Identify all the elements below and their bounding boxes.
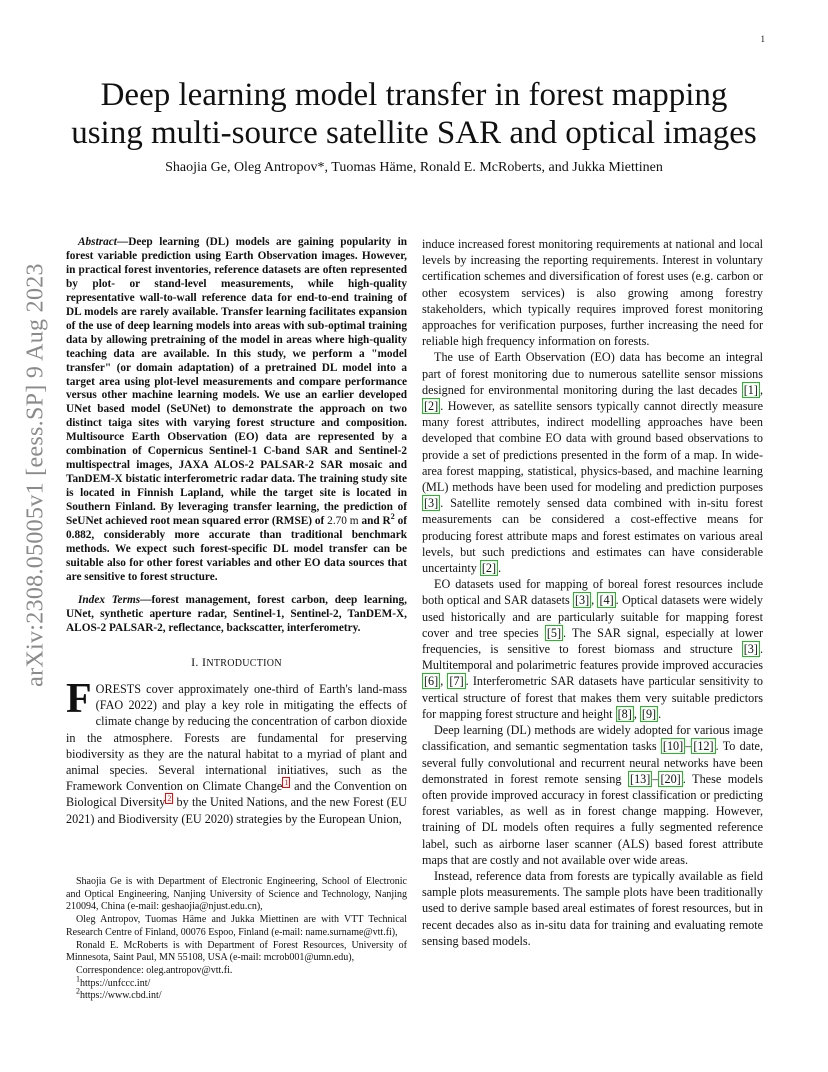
intro-text-3: by the United Nations, and the new Forest (EU 2021) and Biodiversity (EU 2020) strategies by the European Union, <box>66 795 407 826</box>
footnote-ref-2[interactable]: 2 <box>167 794 172 804</box>
citation[interactable]: [7] <box>449 674 464 689</box>
left-column <box>66 236 407 827</box>
abstract-text-2: and R <box>358 515 391 528</box>
footnote-url-2 <box>66 987 407 1003</box>
section-heading-introduction <box>66 654 407 672</box>
text: , <box>759 382 763 397</box>
footnote-number-2: 2 <box>76 987 80 996</box>
citation[interactable]: [12] <box>693 739 714 754</box>
intro-text-2: and the Convention on Biological Diversity <box>66 779 408 810</box>
author-list: Shaojia Ge, Oleg Antropov*, Tuomas Häme, Ronald E. McRoberts, and Jukka Miettinen <box>165 160 663 175</box>
abstract-text-3: of 0.882, considerably more accurate than traditional benchmark methods. We expect such forest-specific DL model transfer can be suitable also for other forest variables and other EO data sources that are sensitive to forest structure. <box>66 515 407 583</box>
text: . <box>498 561 502 576</box>
text: . However, as satellite sensors typically cannot directly measure many forest attributes, indirect modelling approaches have been developed that combine EO data with ground based observations to provide a set of predictions presented in the form of a map. In wide-area forest mapping, statistical, physics-based, and machine learning (ML) methods have been used for modeling and prediction purposes <box>422 399 763 495</box>
index-terms-label: Index Terms <box>78 593 141 606</box>
abstract <box>66 236 407 585</box>
abstract-label: Abstract <box>78 236 117 248</box>
text: EO datasets used for mapping of boreal forest resources include both optical and SAR datasets <box>422 577 763 608</box>
right-paragraph-eo <box>422 349 763 576</box>
right-paragraph-1: induce increased forest monitoring requirements at national and local levels by increasing the reporting requirements. Interest in voluntary certification schemes and diversification of forest uses (e.g. carbon or other ecosystem services) is also growing among forestry stakeholders, which typically requires improved forest monitoring approaches for verification purposes, further increasing the need for reliable high frequency information on forests. <box>422 237 763 349</box>
text: . The SAR signal, especially at lower frequencies, is sensitive to forest biomass and structure <box>422 625 763 657</box>
text: , <box>633 706 640 721</box>
text: . These models often provide improved accuracy in forest classification or predicting forest variables, as well as in forest change mapping. However, training of DL models often requires a fully segmented reference label, such as airborne laser scanner (ALS) based forest attribute maps that are costly and not available over wide areas. <box>422 771 763 867</box>
text: . Interferometric SAR datasets have particular sensitivity to vertical structure of forest that makes them very suitable predictors for mapping forest structure and height <box>422 674 764 721</box>
citation[interactable]: [3] <box>574 593 590 608</box>
right-paragraph-deep-learning <box>422 722 763 868</box>
footnote-correspondence: Correspondence: oleg.antropov@vtt.fi. <box>76 964 233 976</box>
footnote-affiliation-vtt: Oleg Antropov, Tuomas Häme and Jukka Miettinen are with VTT Technical Research Centre of Finland, 00076 Espoo, Finland (e-mail: name.surname@vtt.fi), <box>66 914 407 938</box>
text: . Multitemporal and polarimetric features provide improved accuracies <box>422 642 763 673</box>
citation[interactable]: [10] <box>662 739 684 754</box>
citation[interactable]: [3] <box>743 642 758 657</box>
text: The use of Earth Observation (EO) data has become an integral part of forest monitoring due to numerous satellite sensor missions designed for environmental monitoring during the last decades <box>422 350 763 397</box>
section-title: NTRODUCTION <box>206 657 282 669</box>
citation[interactable]: [4] <box>599 593 614 608</box>
index-terms <box>66 594 407 636</box>
footnote-link-cbd[interactable]: https://www.cbd.int/ <box>80 990 162 1002</box>
citation[interactable]: [1] <box>743 382 758 397</box>
r-squared-superscript: 2 <box>390 512 395 522</box>
section-numeral: I. I <box>191 654 207 669</box>
text: . To date, several fully convolutional and recurrent neural networks have been demonstrated in forest remote sensing <box>422 739 763 786</box>
footnotes <box>66 876 407 1003</box>
text: . Optical datasets were widely used historically and are particularly suitable for mapping forest cover and tree species <box>422 593 763 640</box>
title-line-2: using multi-source satellite SAR and optical images <box>71 115 757 151</box>
citation[interactable]: [3] <box>424 496 439 511</box>
intro-paragraph-1 <box>66 675 408 827</box>
text: Deep learning (DL) methods are widely adopted for various image classification, and semantic segmentation tasks <box>422 723 763 754</box>
intro-text-1: ORESTS cover approximately one-third of Earth's land-mass (FAO 2022) and play a key role in mitigating the effects of climate change by reducing the concentration of carbon dioxide in the atmosphere. Forests are fundamental for preserving biodiversity as they are the natural habitat to a myriad of plant and animal species. Several international initiatives, such as the Framework Convention on Climate Change <box>66 681 407 794</box>
citation[interactable]: [5] <box>546 625 562 640</box>
right-paragraph-datasets <box>422 576 763 722</box>
right-column <box>422 236 763 949</box>
footnote-number-1: 1 <box>76 974 80 984</box>
footnote-affiliation-ge: Shaojia Ge is with Department of Electronic Engineering, School of Electronic and Optical Engineering, Nanjing University of Science and Technology, Nanjing 210094, China (e-mail: geshaojia@njust.edu.cn), <box>66 876 407 913</box>
text: , <box>591 593 598 608</box>
citation[interactable]: [8] <box>617 706 632 721</box>
paper-title <box>60 76 768 152</box>
citation[interactable]: [20] <box>660 771 681 786</box>
title-line-1: Deep learning model transfer in forest mapping <box>100 77 728 113</box>
drop-cap: F <box>66 675 92 722</box>
text: . <box>658 706 662 721</box>
footnote-url-1 <box>66 974 407 991</box>
citation[interactable]: [6] <box>424 674 439 689</box>
arxiv-side-stamp <box>0 0 60 1072</box>
footnote-link-unfccc[interactable]: https://unfccc.int/ <box>80 977 151 989</box>
text: – <box>652 771 659 786</box>
text: – <box>685 739 692 754</box>
abstract-text: —Deep learning (DL) models are gaining popularity in forest variable prediction using Earth Observation images. However, in practical forest inventories, reference datasets are often represented by plot- or stand-level measurements, while high-quality representative wall-to-wall reference data for end-to-end training of DL models are rarely available. Transfer learning facilitates expansion of the use of deep learning models into areas with sub-optimal training data by allowing pretraining of the model in areas where high-quality teaching data are available. In this study, we perform a "model transfer" (or domain adaptation) of a pretrained DL model into a target area using plot-level measurements and compare performance versus other machine learning models. We use an earlier developed UNet based model (SeUNet) to demonstrate the approach on two distinct taiga sites with varying forest structure and composition. Multisource Earth Observation (EO) data are represented by a combination of Copernicus Sentinel-1 C-band SAR and Sentinel-2 multispectral images, JAXA ALOS-2 PALSAR-2 SAR mosaic and TanDEM-X bistatic interferometric radar data. The training study site is located in Finnish Lapland, while the target site is located in Southern Finland. By leveraging transfer learning, the prediction of SeUNet achieved root mean squared error (RMSE) of <box>66 236 407 528</box>
arxiv-identifier: arXiv:2308.05005v1 [eess.SP] 9 Aug 2023 <box>22 263 49 687</box>
text: , <box>440 674 448 689</box>
text: . Satellite remotely sensed data combined with in-situ forest measurements can be considered a cost-effective means for producing forest attribute maps and forest estimates on various areal levels, but such predictions and estimates can have considerable uncertainty <box>422 496 763 576</box>
page-number: 1 <box>760 34 765 44</box>
index-terms-text: —forest management, forest carbon, deep learning, UNet, synthetic aperture radar, Sentinel-1, Sentinel-2, TanDEM-X, ALOS-2 PALSAR-2, reflectance, backscatter, interferometry. <box>66 593 407 634</box>
footnote-affiliation-mcroberts: Ronald E. McRoberts is with Department of Forest Resources, University of Minnesota, Saint Paul, MN 55108, USA (e-mail: mcrob001@umn.edu), <box>66 939 407 964</box>
citation[interactable]: [13] <box>630 771 651 786</box>
citation[interactable]: [9] <box>641 706 657 721</box>
right-paragraph-sample-plots: Instead, reference data from forests are typically available as field sample plots measurements. The sample plots have been traditionally used to derive sample based areal estimates of forest resources, but in recent decades also as in-situ data for training and evaluating remote sensing based models. <box>422 868 763 948</box>
footnote-ref-1[interactable]: 1 <box>284 778 289 788</box>
citation[interactable]: [2] <box>481 561 497 576</box>
citation[interactable]: [2] <box>424 399 439 414</box>
abstract-rmse-value: 2.70 m <box>327 515 359 528</box>
